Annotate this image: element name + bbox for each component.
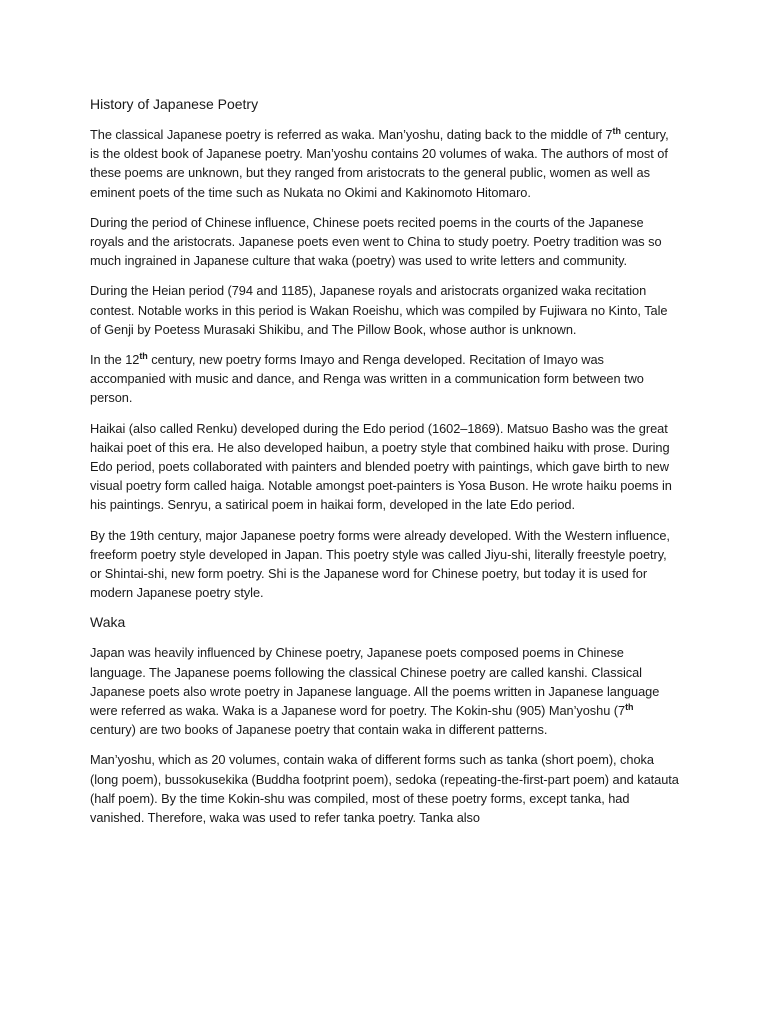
paragraph-intro bbox=[90, 125, 680, 202]
paragraph-waka-intro bbox=[90, 643, 680, 739]
paragraph-heian-period: During the Heian period (794 and 1185), Japanese royals and aristocrats organized waka recitation contest. Notable works in this period is Wakan Roeishu, which was compiled by Fujiwara no Kinto, Tale of Genji by Poetess Murasaki Shikibu, and The Pillow Book, whose author is unknown. bbox=[90, 283, 668, 337]
paragraph-intro-text-a: The classical Japanese poetry is referred as waka. Man’yoshu, dating back to the middle of 7 bbox=[90, 127, 613, 142]
paragraph-waka-text-a: Japan was heavily influenced by Chinese poetry, Japanese poets composed poems in Chinese language. The Japanese poems following the classical Chinese poetry are called kanshi. Classical Japanese poets also wrote poetry in Japanese language. All the poems written in Japanese language were referred as waka. Waka is a Japanese word for poetry. The Kokin-shu (905) Man’yoshu (7 bbox=[90, 645, 660, 719]
paragraph-intro-superscript: th bbox=[612, 126, 621, 136]
paragraph-waka-text-b: century) are two books of Japanese poetry that contain waka in different patterns. bbox=[90, 722, 548, 738]
document-body bbox=[90, 95, 680, 838]
paragraph-manyoshu-forms: Man’yoshu, which as 20 volumes, contain waka of different forms such as tanka (short poem), choka (long poem), bussokusekika (Buddha footprint poem), sedoka (repeating-the-first-part poem) and katauta (half poem). By the time Kokin-shu was compiled, most of these poetry forms, except tanka, had vanished. Therefore, waka was used to refer tanka poetry. Tanka also bbox=[90, 752, 679, 826]
paragraph-waka-superscript: th bbox=[625, 702, 634, 713]
document-title: History of Japanese Poetry bbox=[90, 96, 259, 112]
paragraph-12th-text-a: In the 12 bbox=[90, 352, 140, 368]
section-title-waka: Waka bbox=[90, 614, 126, 631]
paragraph-intro-text-b: century, is the oldest book of Japanese poetry. Man’yoshu contains 20 volumes of waka. The authors of most of these poems are unknown, but they ranged from aristocrats to the general public, women as well as eminent poets of the time such as Nukata no Okimi and Kakinomoto Hitomaro. bbox=[90, 127, 669, 200]
paragraph-12th-superscript: th bbox=[139, 351, 148, 362]
paragraph-12th-text-b: century, new poetry forms Imayo and Renga developed. Recitation of Imayo was accompanied with music and dance, and Renga was written in a communication form between two person. bbox=[90, 352, 644, 406]
paragraph-19th-century: By the 19th century, major Japanese poetry forms were already developed. With the Western influence, freeform poetry style developed in Japan. This poetry style was called Jiyu-shi, literally freestyle poetry, or Shintai-shi, new form poetry. Shi is the Japanese word for Chinese poetry, but today it is used for modern Japanese poetry style. bbox=[90, 527, 670, 601]
paragraph-chinese-influence: During the period of Chinese influence, Chinese poets recited poems in the courts of the Japanese royals and the aristocrats. Japanese poets even went to China to study poetry. Poetry tradition was so much ingrained in Japanese culture that waka (poetry) was used to write letters and community. bbox=[90, 214, 662, 269]
paragraph-edo-period: Haikai (also called Renku) developed during the Edo period (1602–1869). Matsuo Basho was the great haikai poet of this era. He also developed haibun, a poetry style that combined haiku with prose. During Edo period, poets collaborated with painters and blended poetry with paintings, which gave birth to new visual poetry form called haiga. Notable amongst poet-painters is Yosa Buson. He wrote haiku poems in his paintings. Senryu, a satirical poem in haikai form, developed in the late Edo period. bbox=[90, 420, 672, 513]
paragraph-12th-century bbox=[90, 350, 680, 408]
